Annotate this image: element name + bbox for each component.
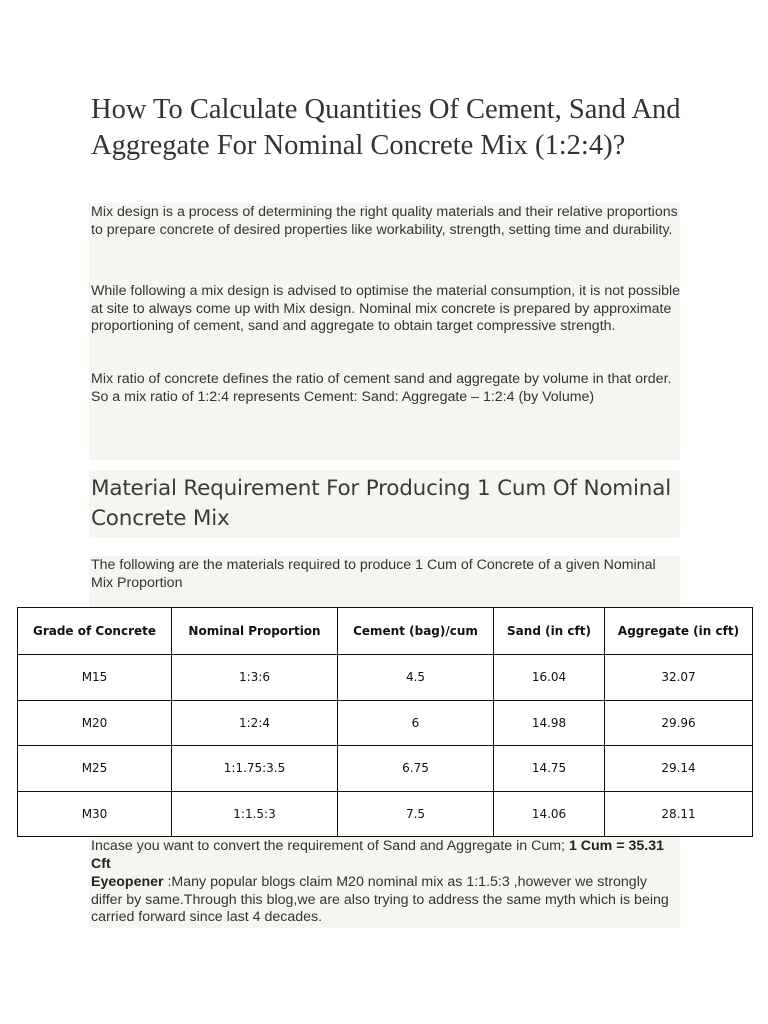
cell-grade: M30 (18, 791, 172, 837)
conversion-note (91, 838, 681, 873)
table-row (18, 791, 753, 837)
cell-sand: 14.06 (494, 791, 605, 837)
cell-grade: M15 (18, 655, 172, 701)
cell-aggregate: 29.14 (605, 746, 753, 792)
intro-paragraph-2: While following a mix design is advised to optimise the material consumption, it is not possible at site to always come up with Mix design. Nominal mix concrete is prepared by approximate proportioning of cement, sand and aggregate to obtain target compressive strength. (91, 283, 681, 334)
mix-requirement-table (17, 607, 753, 837)
cell-grade: M25 (18, 746, 172, 792)
cell-cement: 7.5 (338, 791, 494, 837)
cell-aggregate: 29.96 (605, 700, 753, 746)
cell-sand: 14.75 (494, 746, 605, 792)
cell-cement: 6.75 (338, 746, 494, 792)
intro-paragraph-3: Mix ratio of concrete defines the ratio of cement sand and aggregate by volume in that order. So a mix ratio of 1:2:4 represents Cement: Sand: Aggregate – 1:2:4 (by Volume) (91, 371, 672, 405)
table-row (18, 655, 753, 701)
eyeopener-label: Eyeopener (91, 874, 164, 890)
cell-cement: 6 (338, 700, 494, 746)
header-cement: Cement (bag)/cum (338, 608, 494, 655)
eyeopener-note (91, 874, 681, 927)
cell-proportion: 1:2:4 (172, 700, 338, 746)
header-proportion: Nominal Proportion (172, 608, 338, 655)
page-title: How To Calculate Quantities Of Cement, Sand And Aggregate For Nominal Concrete Mix (1:2:4)? (91, 94, 681, 161)
cell-proportion: 1:1.5:3 (172, 791, 338, 837)
header-sand: Sand (in cft) (494, 608, 605, 655)
cell-aggregate: 28.11 (605, 791, 753, 837)
cell-sand: 16.04 (494, 655, 605, 701)
conversion-note-text: Incase you want to convert the requirement of Sand and Aggregate in Cum; (91, 838, 569, 854)
section-heading: Material Requirement For Producing 1 Cum Of Nominal Concrete Mix (91, 476, 671, 531)
cell-aggregate: 32.07 (605, 655, 753, 701)
cell-proportion: 1:3:6 (172, 655, 338, 701)
table-row (18, 700, 753, 746)
section-intro: The following are the materials required to produce 1 Cum of Concrete of a given Nominal Mix Proportion (91, 557, 656, 591)
conversion-factor: 1 Cum = 35.31 Cft (91, 838, 664, 872)
cell-grade: M20 (18, 700, 172, 746)
header-grade: Grade of Concrete (18, 608, 172, 655)
cell-cement: 4.5 (338, 655, 494, 701)
table-row (18, 746, 753, 792)
header-aggregate: Aggregate (in cft) (605, 608, 753, 655)
intro-paragraph-1: Mix design is a process of determining the right quality materials and their relative proportions to prepare concrete of desired properties like workability, strength, setting time and durability. (91, 204, 678, 238)
eyeopener-text: :Many popular blogs claim M20 nominal mix as 1:1.5:3 ,however we strongly differ by same.Through this blog,we are also trying to address the same myth which is being carried forward since last 4 decades. (91, 874, 669, 925)
table-header-row (18, 608, 753, 655)
cell-proportion: 1:1.75:3.5 (172, 746, 338, 792)
cell-sand: 14.98 (494, 700, 605, 746)
